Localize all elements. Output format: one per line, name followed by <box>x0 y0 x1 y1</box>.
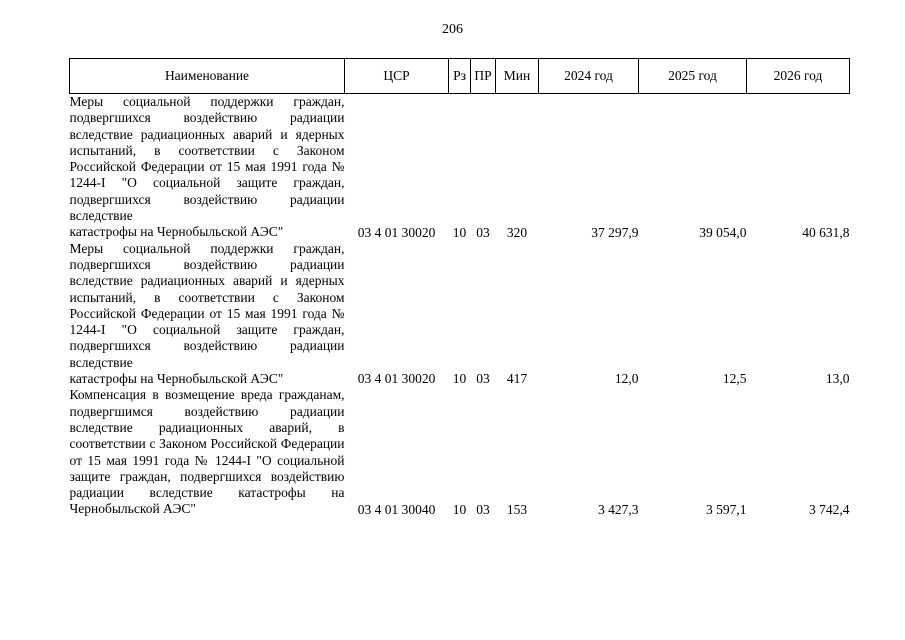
row-name-cell <box>70 387 345 517</box>
row-2025: 3 597,1 <box>706 501 747 517</box>
header-csr: ЦСР <box>345 59 449 94</box>
row-rz: 10 <box>452 371 467 387</box>
header-2024: 2024 год <box>539 59 639 94</box>
row-name-last-line: катастрофы на Чернобыльской АЭС" <box>69 224 284 240</box>
row-name-text: Меры социальной поддержки граждан, подвергшихся воздействию радиации вследствие радиационных аварий и ядерных испытаний, в соответствии с Законом Российской Федерации от 15 мая 1991 года № 1244-I "О социальной защите граждан, подвергшихся воздействию радиации вследствие <box>69 240 345 370</box>
row-rz: 10 <box>452 224 467 240</box>
row-name-cell <box>70 241 345 388</box>
row-pr: 03 <box>476 224 490 240</box>
row-csr: 03 4 01 30020 <box>357 371 436 387</box>
table-row <box>70 241 850 388</box>
row-name-text: Компенсация в возмещение вреда гражданам, подвергшимся воздействию радиации вследствие радиационных аварий, в соответствии с Законом Российской Федерации от 15 мая 1991 года № 1244-I "О социальной защите граждан, подвергшихся воздействию радиации вследствие катастрофы на <box>69 387 345 501</box>
row-2025: 39 054,0 <box>699 224 747 240</box>
table-row <box>70 387 850 517</box>
row-name-last-line: катастрофы на Чернобыльской АЭС" <box>69 371 284 387</box>
row-name-cell <box>70 94 345 241</box>
row-2024: 37 297,9 <box>591 224 639 240</box>
header-2025: 2025 год <box>639 59 747 94</box>
table-header-row <box>70 59 850 94</box>
header-2026: 2026 год <box>747 59 850 94</box>
row-csr: 03 4 01 30040 <box>357 501 436 517</box>
row-pr: 03 <box>476 501 490 517</box>
row-2024: 12,0 <box>614 371 639 387</box>
header-name: Наименование <box>70 59 345 94</box>
header-rz: Рз <box>449 59 471 94</box>
table-row <box>70 94 850 241</box>
row-min: 417 <box>506 371 528 387</box>
page-number: 206 <box>442 22 463 37</box>
header-pr: ПР <box>471 59 496 94</box>
budget-table <box>69 58 850 518</box>
row-min: 320 <box>506 224 528 240</box>
row-name-last-line: Чернобыльской АЭС" <box>69 501 196 517</box>
header-min: Мин <box>496 59 539 94</box>
row-pr: 03 <box>476 371 490 387</box>
row-csr: 03 4 01 30020 <box>357 224 436 240</box>
row-2026: 3 742,4 <box>809 501 850 517</box>
row-2026: 40 631,8 <box>802 224 850 240</box>
row-rz: 10 <box>452 501 467 517</box>
row-name-text: Меры социальной поддержки граждан, подвергшихся воздействию радиации вследствие радиационных аварий и ядерных испытаний, в соответствии с Законом Российской Федерации от 15 мая 1991 года № 1244-I "О социальной защите граждан, подвергшихся воздействию радиации вследствие <box>69 94 345 224</box>
row-2025: 12,5 <box>722 371 747 387</box>
row-min: 153 <box>506 501 528 517</box>
row-2026: 13,0 <box>825 371 850 387</box>
row-2024: 3 427,3 <box>598 501 639 517</box>
